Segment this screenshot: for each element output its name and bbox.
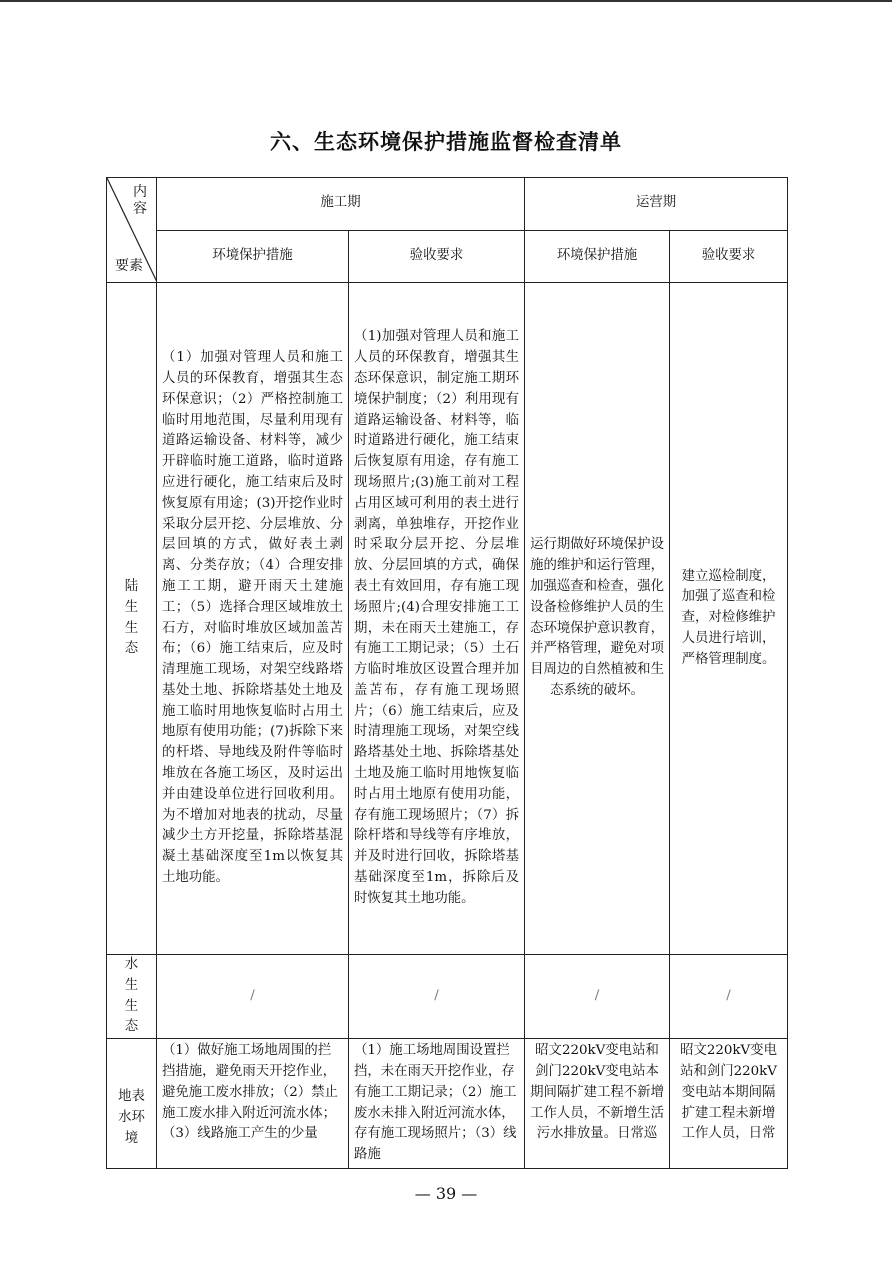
aquatic-operation-acceptance: / xyxy=(670,955,788,1039)
row-label-aquatic-ecology: 水生生态 xyxy=(107,955,157,1039)
surface-water-operation-measures xyxy=(525,1039,670,1169)
row-label-surface-water xyxy=(107,1039,157,1169)
aquatic-construction-measures: / xyxy=(157,955,349,1039)
surface-water-construction-measures xyxy=(157,1039,349,1169)
table-row xyxy=(107,283,788,955)
corner-header-cell xyxy=(107,178,157,283)
terrestrial-construction-measures: （1）加强对管理人员和施工人员的环保教育，增强其生态环保意识；（2）严格控制施工临时用地范围，尽量利用现有道路运输设备、材料等，减少开辟临时施工道路，临时道路应进行硬化，施工结束后及时恢复原有用途；(3)开挖作业时采取分层开挖、分层堆放、分层回填的方式，做好表土剥离、分类存放；（4）合理安排施工工期，避开雨天土建施工；（5）选择合理区域堆放土石方，对临时堆放区域加盖苫布；（6）施工结束后，应及时清理施工现场，对架空线路塔基处土地、拆除塔基处土地及施工临时用地恢复临时占用土地原有使用功能；(7)拆除下来的杆塔、导地线及附件等临时堆放在各施工场区，及时运出并由建设单位进行回收利用。为不增加对地表的扰动，尽量减少土方开挖量，拆除塔基混凝土基础深度至1m以恢复其土地功能。 xyxy=(157,283,349,955)
operation-period-header: 运营期 xyxy=(525,178,788,231)
supervision-checklist-table xyxy=(106,177,788,1169)
page-title: 六、生态环境保护措施监督检查清单 xyxy=(270,130,622,154)
aquatic-construction-acceptance: / xyxy=(349,955,525,1039)
construction-period-header: 施工期 xyxy=(157,178,525,231)
row-label-terrestrial-ecology: 陆生生态 xyxy=(107,283,157,955)
surface-water-operation-acceptance xyxy=(670,1039,788,1169)
table-row xyxy=(107,1039,788,1169)
construction-measures-header: 环境保护措施 xyxy=(157,230,349,283)
aquatic-operation-measures: / xyxy=(525,955,670,1039)
corner-top-label: 内容 xyxy=(133,184,147,217)
surface-water-construction-acceptance xyxy=(349,1039,525,1169)
construction-acceptance-header: 验收要求 xyxy=(349,230,525,283)
surface-water-operation-acceptance-text: 昭文220kV变电站和剑门220kV变电站本期间隔扩建工程未新增工作人员，日常 xyxy=(680,1043,777,1142)
terrestrial-operation-measures: 运行期做好环境保护设施的维护和运行管理，加强巡查和检查，强化设备检修维护人员的生态环境保护意识教育，并严格管理，避免对项目周边的自然植被和生态系统的破坏。 xyxy=(525,283,670,955)
top-rule xyxy=(0,0,892,2)
terrestrial-operation-acceptance: 建立巡检制度，加强了巡查和检查，对检修维护人员进行培训，严格管理制度。 xyxy=(670,283,788,955)
operation-acceptance-header: 验收要求 xyxy=(670,230,788,283)
corner-bottom-label: 要素 xyxy=(115,258,143,274)
surface-water-label-text: 地表水环境 xyxy=(118,1089,145,1146)
surface-water-construction-measures-text: （1）做好施工场地周围的拦挡措施，避免雨天开挖作业，避免施工废水排放；（2）禁止施工废水排入附近河流水体；（3）线路施工产生的少量 xyxy=(162,1043,338,1142)
table-row xyxy=(107,955,788,1039)
terrestrial-construction-acceptance: （1)加强对管理人员和施工人员的环保教育，增强其生态环保意识，制定施工期环境保护制度；（2）利用现有道路运输设备、材料等，临时道路进行硬化，施工结束后恢复原有用途，存有施工现场照片;(3)施工前对工程占用区域可利用的表土进行剥离，单独堆存，开挖作业时采取分层开挖、分层堆放、分层回填的方式，确保表土有效回用，存有施工现场照片;(4)合理安排施工工期，未在雨天土建施工，存有施工工期记录；（5）土石方临时堆放区设置合理并加盖苫布，存有施工现场照片；（6）施工结束后，应及时清理施工现场，对架空线路塔基处土地、拆除塔基处土地及施工临时用地恢复临时占用土地原有使用功能，存有施工现场照片；（7）拆除杆塔和导线等有序堆放，并及时进行回收，拆除塔基基础深度至1m，拆除后及时恢复其土地功能。 xyxy=(349,283,525,955)
surface-water-construction-acceptance-text: （1）施工场地周围设置拦挡，未在雨天开挖作业，存有施工工期记录；（2）施工废水未排入附近河流水体，存有施工现场照片；（3）线路施 xyxy=(354,1043,517,1163)
operation-measures-header: 环境保护措施 xyxy=(525,230,670,283)
surface-water-operation-measures-text: 昭文220kV变电站和剑门220kV变电站本期间隔扩建工程不新增工作人员，不新增生活污水排放量。日常巡 xyxy=(530,1043,664,1142)
page-number: — 39 — xyxy=(414,1184,478,1203)
